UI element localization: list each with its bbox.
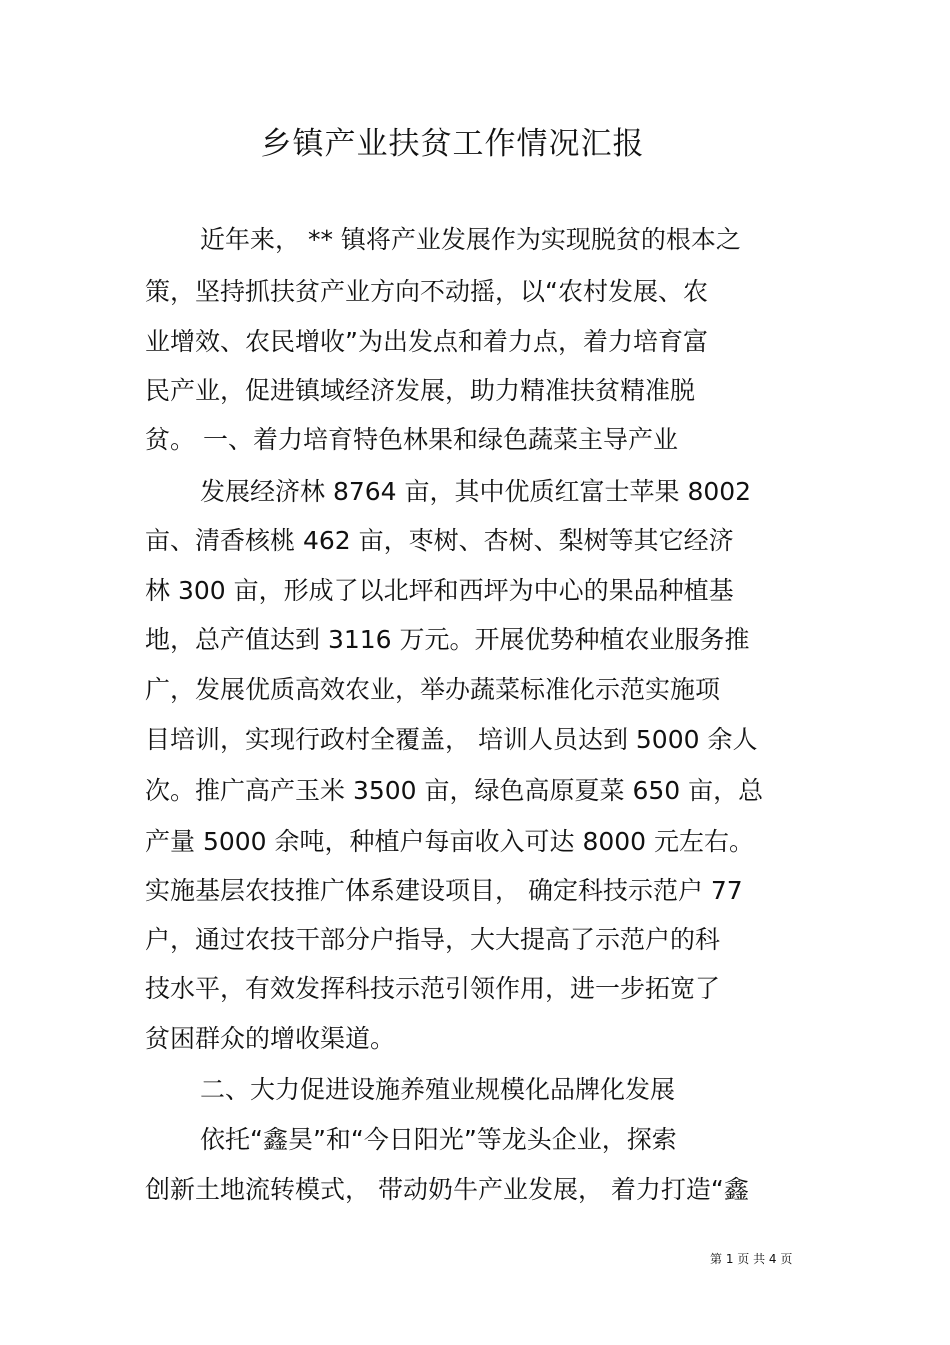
body-text-line: 亩、清香核桃 462 亩，枣树、杏树、梨树等其它经济 <box>145 526 734 555</box>
body-text-line: 林 300 亩，形成了以北坪和西坪为中心的果品种植基 <box>145 576 734 605</box>
body-text-line: 地，总产值达到 3116 万元。开展优势种植农业服务推 <box>145 625 750 654</box>
body-text-line: 广，发展优质高效农业，举办蔬菜标准化示范实施项 <box>145 675 721 704</box>
body-text-line: 策，坚持抓扶贫产业方向不动摇，以“农村发展、农 <box>145 277 708 306</box>
body-text-line: 依托“鑫昊”和“今日阳光”等龙头企业，探索 <box>200 1125 677 1154</box>
section-heading-line: 贫。 一、着力培育特色林果和绿色蔬菜主导产业 <box>145 425 678 454</box>
section-heading: 二、大力促进设施养殖业规模化品牌化发展 <box>200 1075 676 1104</box>
body-text-line: 发展经济林 8764 亩，其中优质红富士苹果 8002 <box>200 477 752 506</box>
body-text-line: 业增效、农民增收”为出发点和着力点，着力培育富 <box>145 327 708 356</box>
body-text-line: 近年来， ** 镇将产业发展作为实现脱贫的根本之 <box>200 225 741 254</box>
body-text-line: 贫困群众的增收渠道。 <box>145 1024 396 1053</box>
body-text-line: 实施基层农技推广体系建设项目， 确定科技示范户 77 <box>145 876 743 905</box>
body-text-line: 产量 5000 余吨，种植户每亩收入可达 8000 元左右。 <box>145 827 755 856</box>
body-text-line: 技水平，有效发挥科技示范引领作用，进一步拓宽了 <box>145 974 721 1003</box>
body-text-line: 目培训，实现行政村全覆盖， 培训人员达到 5000 余人 <box>145 725 758 754</box>
body-text-line: 次。推广高产玉米 3500 亩，绿色高原夏菜 650 亩，总 <box>145 776 764 805</box>
body-text-line: 创新土地流转模式， 带动奶牛产业发展， 着力打造“鑫 <box>145 1175 749 1204</box>
body-text-line: 户，通过农技干部分户指导，大大提高了示范户的科 <box>145 925 721 954</box>
document-title: 乡镇产业扶贫工作情况汇报 <box>260 126 645 162</box>
page-number-footer: 第 1 页 共 4 页 <box>710 1252 793 1266</box>
body-text-line: 民产业，促进镇域经济发展，助力精准扶贫精准脱 <box>145 376 696 405</box>
